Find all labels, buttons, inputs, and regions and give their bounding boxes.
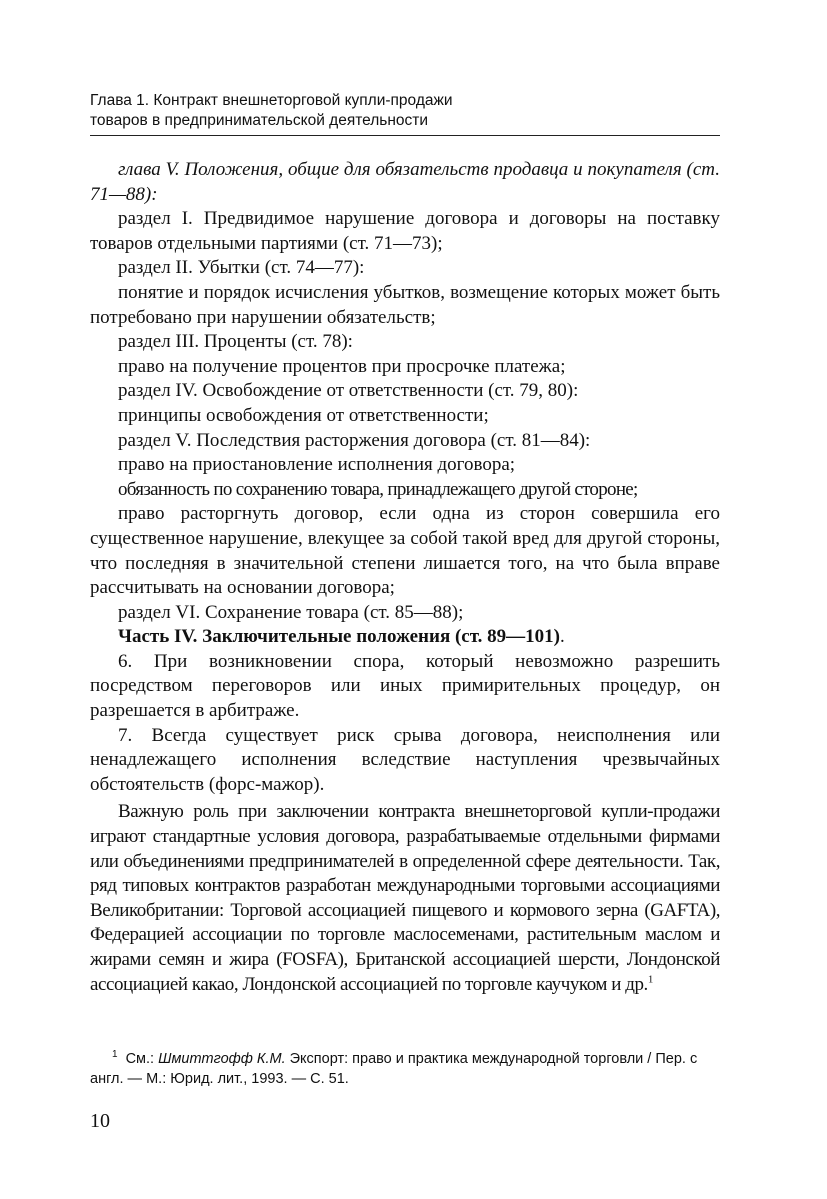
page-number: 10 bbox=[90, 1110, 110, 1132]
running-header bbox=[90, 91, 720, 131]
paragraph-section-iv: раздел IV. Освобождение от ответственности (ст. 79, 80): bbox=[118, 380, 579, 402]
paragraph-part-iv bbox=[90, 625, 720, 650]
running-header-line-1: Глава 1. Контракт внешнеторговой купли-продажи bbox=[90, 92, 453, 109]
paragraph-damages: понятие и порядок исчисления убытков, возмещение которых может быть потребовано при нарушении обязательств; bbox=[90, 281, 720, 328]
paragraph-section-v: раздел V. Последствия расторжения договора (ст. 81—84): bbox=[118, 429, 591, 451]
part-iv-period: . bbox=[559, 626, 565, 648]
paragraph-section-ii: раздел II. Убытки (ст. 74—77): bbox=[118, 257, 365, 279]
paragraph-avoidance-right: право расторгнуть договор, если одна из сторон совершила его существенное нарушение, влекущее за собой такой вред для другой стороны, что последняя в значительной степени лишается того, на что была вправе рассчитывать на основании договора; bbox=[90, 503, 720, 599]
footnote-reference: 1 bbox=[647, 973, 653, 986]
paragraph-chapter-v: глава V. Положения, общие для обязательств продавца и покупателя (ст. 71—88): bbox=[90, 159, 720, 205]
paragraph-section-vi: раздел VI. Сохранение товара (ст. 85—88); bbox=[118, 601, 464, 623]
footnote-prefix: См.: bbox=[125, 1051, 159, 1067]
footnote bbox=[90, 1049, 720, 1089]
paragraph-item-6: 6. При возникновении спора, который невозможно разрешить посредством переговоров или иных примирительных процедур, он разрешается в арбитраже. bbox=[90, 650, 720, 722]
paragraph-interest: право на получение процентов при просрочке платежа; bbox=[118, 355, 566, 377]
paragraph-suspension: право на приостановление исполнения договора; bbox=[118, 454, 516, 476]
running-header-line-2: товаров в предпринимательской деятельности bbox=[90, 112, 429, 129]
standard-terms-first-line: Важную роль при заключении контракта внешнеторговой купли- bbox=[118, 801, 654, 823]
paragraph-exemption-principles: принципы освобождения от ответственности; bbox=[118, 404, 489, 426]
paragraph-preservation-duty: обязанность по сохранению товара, принадлежащего другой стороне; bbox=[118, 478, 638, 500]
header-divider bbox=[90, 135, 720, 136]
paragraph-section-i: раздел I. Предвидимое нарушение договора и договоры на поставку товаров отдельными партиями (ст. 71—73); bbox=[90, 208, 720, 254]
footnote-author: Шмиттгофф К.М. bbox=[158, 1051, 286, 1067]
footnote-text: Экспорт: право и практика международной торговли / Пер. с англ. — М.: Юрид. лит., 1993. — С. 51. bbox=[90, 1051, 698, 1087]
part-iv-heading: Часть IV. Заключительные положения (ст. 89—101) bbox=[118, 626, 560, 648]
paragraph-standard-terms bbox=[90, 800, 720, 997]
paragraph-item-7: 7. Всегда существует риск срыва договора, неисполнения или ненадлежащего исполнения вследствие наступления чрезвычайных обстоятельств (форс-мажор). bbox=[90, 724, 720, 795]
footnote-mark: 1 bbox=[112, 1049, 118, 1061]
standard-terms-text: продажи играют стандартные условия договора, разрабатываемые отдельными фирмами или объединениями предпринимателей в определенной сфере деятельности. Так, ряд типовых контрактов разработан международными торговыми ассоциациями Великобритании: Торговой ассоциацией пищевого и кормового зерна (GAFTA), Федерацией ассоциации по торговле маслосеменами, растительным маслом и жирами семян и жира (FOSFA), Британской ассоциацией шерсти, Лондонской ассоциацией какао, Лондонской ассоциацией по торговле каучуком и др. bbox=[90, 801, 720, 995]
paragraph-section-iii: раздел III. Проценты (ст. 78): bbox=[118, 331, 353, 353]
page-body bbox=[90, 158, 720, 997]
